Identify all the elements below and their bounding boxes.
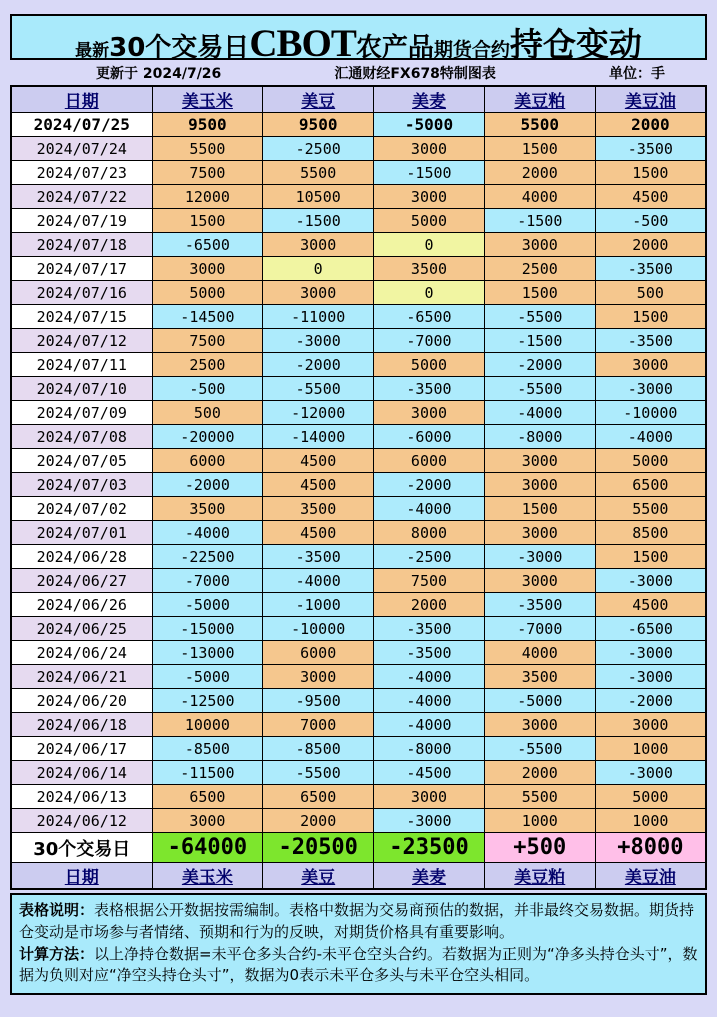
date-cell: 2024/07/24 [11, 137, 152, 161]
value-cell: 0 [374, 233, 485, 257]
notes-text-1: 表格根据公开数据按需编制。表格中数据为交易商预估的数据，并非最终交易数据。期货持仓变动是市场参与者情绪、预期和行为的反映，对期货价格具有重要影响。 [19, 901, 695, 941]
value-cell: 2000 [374, 593, 485, 617]
value-cell: -22500 [152, 545, 263, 569]
value-cell: 3000 [374, 137, 485, 161]
date-cell: 2024/06/20 [11, 689, 152, 713]
table-row [11, 617, 706, 641]
value-cell: -2500 [374, 545, 485, 569]
table-row [11, 593, 706, 617]
value-cell: 2500 [152, 353, 263, 377]
value-cell: -10000 [595, 401, 706, 425]
value-cell: 3000 [263, 233, 374, 257]
value-cell: 6500 [595, 473, 706, 497]
table-row [11, 401, 706, 425]
table-row [11, 641, 706, 665]
value-cell: 8500 [595, 521, 706, 545]
column-header: 日期 [11, 86, 152, 113]
date-cell: 2024/07/02 [11, 497, 152, 521]
value-cell: -1500 [484, 329, 595, 353]
summary-value-cell: -64000 [152, 833, 263, 863]
value-cell: -6500 [152, 233, 263, 257]
value-cell: 5500 [484, 785, 595, 809]
value-cell: -5000 [152, 593, 263, 617]
value-cell: -8000 [374, 737, 485, 761]
table-row [11, 185, 706, 209]
value-cell: -6500 [374, 305, 485, 329]
date-cell: 2024/06/21 [11, 665, 152, 689]
value-cell: -5000 [374, 113, 485, 137]
value-cell: -3500 [595, 257, 706, 281]
value-cell: 1000 [595, 737, 706, 761]
date-cell: 2024/07/23 [11, 161, 152, 185]
value-cell: -5500 [263, 377, 374, 401]
footer-header-row [11, 863, 706, 890]
value-cell: -3000 [595, 641, 706, 665]
date-cell: 2024/07/03 [11, 473, 152, 497]
positions-table [10, 85, 707, 890]
value-cell: 5500 [263, 161, 374, 185]
date-cell: 2024/07/05 [11, 449, 152, 473]
value-cell: 6500 [152, 785, 263, 809]
table-row [11, 209, 706, 233]
table-row [11, 329, 706, 353]
date-cell: 2024/07/18 [11, 233, 152, 257]
value-cell: 3000 [484, 569, 595, 593]
value-cell: -3000 [595, 569, 706, 593]
table-row [11, 521, 706, 545]
value-cell: 3500 [263, 497, 374, 521]
value-cell: 3000 [374, 785, 485, 809]
value-cell: 5000 [374, 353, 485, 377]
date-cell: 2024/07/08 [11, 425, 152, 449]
date-cell: 2024/06/14 [11, 761, 152, 785]
table-row [11, 305, 706, 329]
title-banner [10, 14, 707, 65]
value-cell: 5500 [152, 137, 263, 161]
value-cell: 4000 [484, 641, 595, 665]
value-cell: -500 [152, 377, 263, 401]
table-row [11, 137, 706, 161]
value-cell: 3000 [484, 521, 595, 545]
value-cell: -5500 [484, 737, 595, 761]
value-cell: -3500 [374, 641, 485, 665]
column-header: 美豆油 [595, 863, 706, 890]
value-cell: 2000 [484, 161, 595, 185]
table-row [11, 233, 706, 257]
table-row [11, 281, 706, 305]
value-cell: 1500 [595, 545, 706, 569]
date-cell: 2024/06/13 [11, 785, 152, 809]
value-cell: 4000 [484, 185, 595, 209]
table-row [11, 713, 706, 737]
date-cell: 2024/06/27 [11, 569, 152, 593]
value-cell: -12500 [152, 689, 263, 713]
column-header: 日期 [11, 863, 152, 890]
value-cell: 4500 [263, 449, 374, 473]
value-cell: 4500 [595, 593, 706, 617]
date-cell: 2024/07/25 [11, 113, 152, 137]
summary-row [11, 833, 706, 863]
value-cell: -1500 [263, 209, 374, 233]
value-cell: 1500 [484, 497, 595, 521]
value-cell: 5000 [595, 449, 706, 473]
value-cell: -1000 [263, 593, 374, 617]
value-cell: 2000 [484, 761, 595, 785]
value-cell: 0 [374, 281, 485, 305]
value-cell: 3000 [595, 713, 706, 737]
value-cell: -5500 [484, 377, 595, 401]
title-segment: CBOT [249, 22, 356, 65]
unit-label: 单位：手 [609, 65, 665, 82]
title-segment: 30个交易日 [109, 33, 250, 63]
table-row [11, 689, 706, 713]
table-row [11, 497, 706, 521]
value-cell: -6500 [595, 617, 706, 641]
value-cell: -2000 [374, 473, 485, 497]
column-header: 美豆粕 [484, 863, 595, 890]
date-cell: 2024/07/19 [11, 209, 152, 233]
value-cell: 3000 [263, 665, 374, 689]
date-cell: 2024/07/15 [11, 305, 152, 329]
value-cell: -6000 [374, 425, 485, 449]
value-cell: -13000 [152, 641, 263, 665]
summary-value-cell: -23500 [374, 833, 485, 863]
value-cell: -2000 [152, 473, 263, 497]
column-header: 美豆粕 [484, 86, 595, 113]
date-cell: 2024/06/28 [11, 545, 152, 569]
value-cell: -5000 [484, 689, 595, 713]
value-cell: 9500 [152, 113, 263, 137]
value-cell: -3500 [595, 137, 706, 161]
value-cell: 3000 [484, 713, 595, 737]
date-cell: 2024/07/16 [11, 281, 152, 305]
table-row [11, 665, 706, 689]
value-cell: -4000 [374, 497, 485, 521]
summary-label: 30个交易日 [11, 833, 152, 863]
top-header-row [11, 86, 706, 113]
date-cell: 2024/07/09 [11, 401, 152, 425]
value-cell: 4500 [263, 473, 374, 497]
value-cell: 8000 [374, 521, 485, 545]
value-cell: 5000 [595, 785, 706, 809]
date-cell: 2024/07/01 [11, 521, 152, 545]
value-cell: 3000 [484, 473, 595, 497]
column-header: 美麦 [374, 86, 485, 113]
value-cell: 3000 [595, 353, 706, 377]
value-cell: -11500 [152, 761, 263, 785]
notes-label-2: 计算方法： [19, 944, 95, 963]
value-cell: 6000 [374, 449, 485, 473]
value-cell: -3500 [263, 545, 374, 569]
value-cell: -4000 [374, 689, 485, 713]
date-cell: 2024/07/11 [11, 353, 152, 377]
date-cell: 2024/07/17 [11, 257, 152, 281]
value-cell: -3500 [484, 593, 595, 617]
value-cell: -14000 [263, 425, 374, 449]
value-cell: -7000 [152, 569, 263, 593]
value-cell: 6500 [263, 785, 374, 809]
value-cell: -5500 [263, 761, 374, 785]
column-header: 美豆 [263, 86, 374, 113]
table-row [11, 113, 706, 137]
value-cell: 3000 [484, 233, 595, 257]
date-cell: 2024/06/24 [11, 641, 152, 665]
value-cell: -2000 [484, 353, 595, 377]
value-cell: -12000 [263, 401, 374, 425]
value-cell: 3500 [152, 497, 263, 521]
value-cell: 7500 [152, 161, 263, 185]
value-cell: 10000 [152, 713, 263, 737]
value-cell: 7500 [374, 569, 485, 593]
value-cell: -4000 [263, 569, 374, 593]
value-cell: 4500 [263, 521, 374, 545]
value-cell: -4500 [374, 761, 485, 785]
date-cell: 2024/07/22 [11, 185, 152, 209]
column-header: 美豆油 [595, 86, 706, 113]
table-row [11, 569, 706, 593]
value-cell: 6000 [263, 641, 374, 665]
summary-value-cell: +500 [484, 833, 595, 863]
value-cell: 5500 [484, 113, 595, 137]
value-cell: -7000 [374, 329, 485, 353]
value-cell: 2000 [595, 233, 706, 257]
column-header: 美豆 [263, 863, 374, 890]
value-cell: -3000 [484, 545, 595, 569]
date-cell: 2024/06/25 [11, 617, 152, 641]
value-cell: -3000 [595, 761, 706, 785]
value-cell: 3000 [152, 809, 263, 833]
value-cell: -3500 [374, 617, 485, 641]
title-segment: 农产品 [355, 33, 434, 63]
value-cell: -3000 [263, 329, 374, 353]
value-cell: -4000 [484, 401, 595, 425]
summary-value-cell: +8000 [595, 833, 706, 863]
value-cell: 3000 [152, 257, 263, 281]
table-row [11, 737, 706, 761]
value-cell: -2000 [263, 353, 374, 377]
table-row [11, 785, 706, 809]
table-row [11, 257, 706, 281]
value-cell: 7500 [152, 329, 263, 353]
value-cell: 2000 [263, 809, 374, 833]
notes-label-1: 表格说明： [19, 901, 95, 919]
value-cell: -4000 [374, 713, 485, 737]
source-label: 汇通财经FX678特制图表 [334, 65, 496, 82]
value-cell: -3000 [595, 377, 706, 401]
table-row [11, 425, 706, 449]
notes-box [10, 893, 707, 995]
table-row [11, 809, 706, 833]
value-cell: 10500 [263, 185, 374, 209]
value-cell: 12000 [152, 185, 263, 209]
table-row [11, 377, 706, 401]
column-header: 美麦 [374, 863, 485, 890]
value-cell: -1500 [374, 161, 485, 185]
value-cell: -7000 [484, 617, 595, 641]
value-cell: 9500 [263, 113, 374, 137]
value-cell: -20000 [152, 425, 263, 449]
value-cell: 3500 [374, 257, 485, 281]
value-cell: 3000 [484, 449, 595, 473]
table-row [11, 161, 706, 185]
value-cell: 1500 [595, 305, 706, 329]
notes-paragraph-1 [19, 901, 694, 941]
column-header: 美玉米 [152, 863, 263, 890]
notes-text-2: 以上净持仓数据=未平仓多头合约-未平仓空头合约。若数据为正则为“净多头持仓头寸”，数据为负则对应“净空头持仓头寸”，数据为0表示未平仓多头与未平仓空头相同。 [19, 944, 698, 985]
value-cell: 500 [595, 281, 706, 305]
value-cell: -8500 [263, 737, 374, 761]
value-cell: 1500 [484, 137, 595, 161]
value-cell: 5000 [374, 209, 485, 233]
value-cell: 4500 [595, 185, 706, 209]
subheader-bar [10, 60, 707, 85]
value-cell: 1000 [595, 809, 706, 833]
value-cell: -5500 [484, 305, 595, 329]
table-row [11, 545, 706, 569]
table-row [11, 761, 706, 785]
value-cell: 7000 [263, 713, 374, 737]
date-cell: 2024/06/12 [11, 809, 152, 833]
summary-value-cell: -20500 [263, 833, 374, 863]
value-cell: -3000 [595, 665, 706, 689]
title-segment: 期货合约 [433, 39, 510, 61]
value-cell: 1500 [152, 209, 263, 233]
value-cell: -3500 [595, 329, 706, 353]
value-cell: 500 [152, 401, 263, 425]
table-row [11, 473, 706, 497]
value-cell: -3000 [374, 809, 485, 833]
value-cell: -5000 [152, 665, 263, 689]
value-cell: 2500 [484, 257, 595, 281]
value-cell: -10000 [263, 617, 374, 641]
value-cell: 1000 [484, 809, 595, 833]
title-segment: 最新 [75, 41, 110, 61]
value-cell: -8500 [152, 737, 263, 761]
value-cell: 3000 [374, 401, 485, 425]
notes-paragraph-2 [19, 945, 698, 985]
table-body [11, 113, 706, 833]
value-cell: 1500 [484, 281, 595, 305]
value-cell: 1500 [595, 161, 706, 185]
value-cell: -14500 [152, 305, 263, 329]
value-cell: -2000 [595, 689, 706, 713]
value-cell: 3500 [484, 665, 595, 689]
table-row [11, 353, 706, 377]
value-cell: 2000 [595, 113, 706, 137]
table-row [11, 449, 706, 473]
value-cell: 0 [263, 257, 374, 281]
value-cell: -1500 [484, 209, 595, 233]
value-cell: -500 [595, 209, 706, 233]
value-cell: -2500 [263, 137, 374, 161]
date-cell: 2024/07/10 [11, 377, 152, 401]
value-cell: -3500 [374, 377, 485, 401]
value-cell: -4000 [152, 521, 263, 545]
column-header: 美玉米 [152, 86, 263, 113]
updated-date: 更新于 2024/7/26 [96, 65, 222, 82]
value-cell: 3000 [263, 281, 374, 305]
date-cell: 2024/06/26 [11, 593, 152, 617]
date-cell: 2024/07/12 [11, 329, 152, 353]
value-cell: 6000 [152, 449, 263, 473]
title-segment: 持仓变动 [509, 25, 642, 64]
date-cell: 2024/06/17 [11, 737, 152, 761]
value-cell: -4000 [374, 665, 485, 689]
value-cell: -11000 [263, 305, 374, 329]
value-cell: 5000 [152, 281, 263, 305]
date-cell: 2024/06/18 [11, 713, 152, 737]
value-cell: 3000 [374, 185, 485, 209]
value-cell: -8000 [484, 425, 595, 449]
value-cell: -4000 [595, 425, 706, 449]
value-cell: 5500 [595, 497, 706, 521]
value-cell: -9500 [263, 689, 374, 713]
value-cell: -15000 [152, 617, 263, 641]
